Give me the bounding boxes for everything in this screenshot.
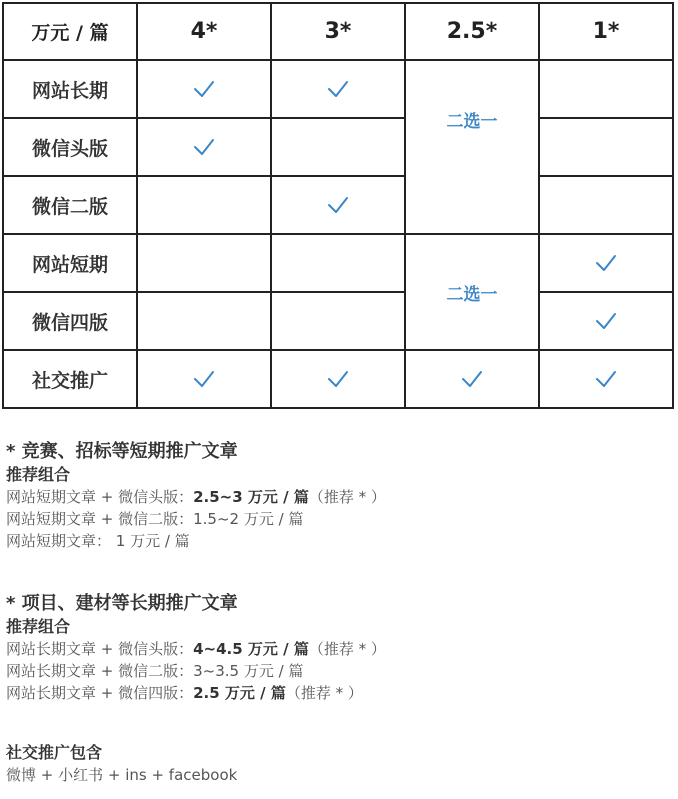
cell	[539, 118, 673, 176]
choose-one-cell	[405, 60, 539, 234]
combo-price: 1 万元 / 篇	[111, 532, 190, 550]
combo-price: 2.5 万元 / 篇	[193, 684, 286, 702]
cell	[137, 60, 271, 118]
long-term-line-3	[6, 682, 674, 704]
cell	[271, 234, 405, 292]
check-icon	[461, 368, 483, 390]
cell	[539, 234, 673, 292]
combo-label: 网站短期文章：	[6, 532, 112, 550]
short-term-line-3	[6, 530, 674, 552]
cell	[539, 176, 673, 234]
social-title: 社交推广包含	[6, 743, 103, 762]
social-line: 微博 + 小红书 + ins + facebook	[6, 766, 238, 784]
table-row	[3, 234, 673, 292]
combo-label: 网站长期文章 + 微信二版：	[6, 662, 194, 680]
table-row	[3, 350, 673, 408]
long-term-title: * 项目、建材等长期推广文章	[6, 593, 238, 614]
short-term-subtitle: 推荐组合	[6, 465, 71, 484]
long-term-line-1	[6, 638, 674, 660]
combo-price: 2.5~3 万元 / 篇	[193, 488, 309, 506]
long-term-line-2	[6, 660, 674, 682]
row-label: 社交推广	[3, 350, 137, 408]
combo-price: 4~4.5 万元 / 篇	[193, 640, 309, 658]
check-icon	[327, 78, 349, 100]
check-icon	[327, 194, 349, 216]
cell	[271, 350, 405, 408]
combo-price: 3~3.5 万元 / 篇	[193, 662, 304, 680]
choose-one-cell	[405, 234, 539, 350]
table-header-row	[3, 3, 673, 60]
check-icon	[595, 252, 617, 274]
check-icon	[327, 368, 349, 390]
row-label: 网站长期	[3, 60, 137, 118]
table-row	[3, 292, 673, 350]
pricing-table	[2, 2, 674, 409]
header-tier-2-5: 2.5*	[405, 3, 539, 60]
cell	[539, 350, 673, 408]
cell	[137, 350, 271, 408]
short-term-line-2	[6, 508, 674, 530]
cell	[271, 292, 405, 350]
cell	[271, 176, 405, 234]
choose-one-label: 二选一	[446, 111, 498, 132]
choose-one-label: 二选一	[446, 284, 498, 305]
check-icon	[595, 310, 617, 332]
cell	[539, 292, 673, 350]
header-tier-1: 1*	[539, 3, 673, 60]
short-term-title: * 竞赛、招标等短期推广文章	[6, 441, 238, 462]
combo-note: （推荐 * ）	[308, 640, 386, 658]
combo-note: （推荐 * ）	[285, 684, 363, 702]
row-label: 微信二版	[3, 176, 137, 234]
combo-price: 1.5~2 万元 / 篇	[193, 510, 304, 528]
cell	[137, 176, 271, 234]
notes-section	[6, 440, 674, 786]
cell	[137, 118, 271, 176]
row-label: 微信四版	[3, 292, 137, 350]
table-row	[3, 176, 673, 234]
cell	[271, 60, 405, 118]
check-icon	[193, 136, 215, 158]
cell	[271, 118, 405, 176]
long-term-subtitle: 推荐组合	[6, 617, 71, 636]
cell	[137, 234, 271, 292]
combo-label: 网站长期文章 + 微信头版：	[6, 640, 194, 658]
table-row	[3, 60, 673, 118]
short-term-line-1	[6, 486, 674, 508]
header-tier-4: 4*	[137, 3, 271, 60]
check-icon	[193, 78, 215, 100]
check-icon	[595, 368, 617, 390]
row-label: 网站短期	[3, 234, 137, 292]
table-row	[3, 118, 673, 176]
combo-label: 网站短期文章 + 微信头版：	[6, 488, 194, 506]
cell	[405, 350, 539, 408]
combo-label: 网站长期文章 + 微信四版：	[6, 684, 194, 702]
header-tier-3: 3*	[271, 3, 405, 60]
cell	[137, 292, 271, 350]
row-label: 微信头版	[3, 118, 137, 176]
combo-note: （推荐 * ）	[308, 488, 386, 506]
check-icon	[193, 368, 215, 390]
combo-label: 网站短期文章 + 微信二版：	[6, 510, 194, 528]
header-unit: 万元 / 篇	[3, 3, 137, 60]
cell	[539, 60, 673, 118]
